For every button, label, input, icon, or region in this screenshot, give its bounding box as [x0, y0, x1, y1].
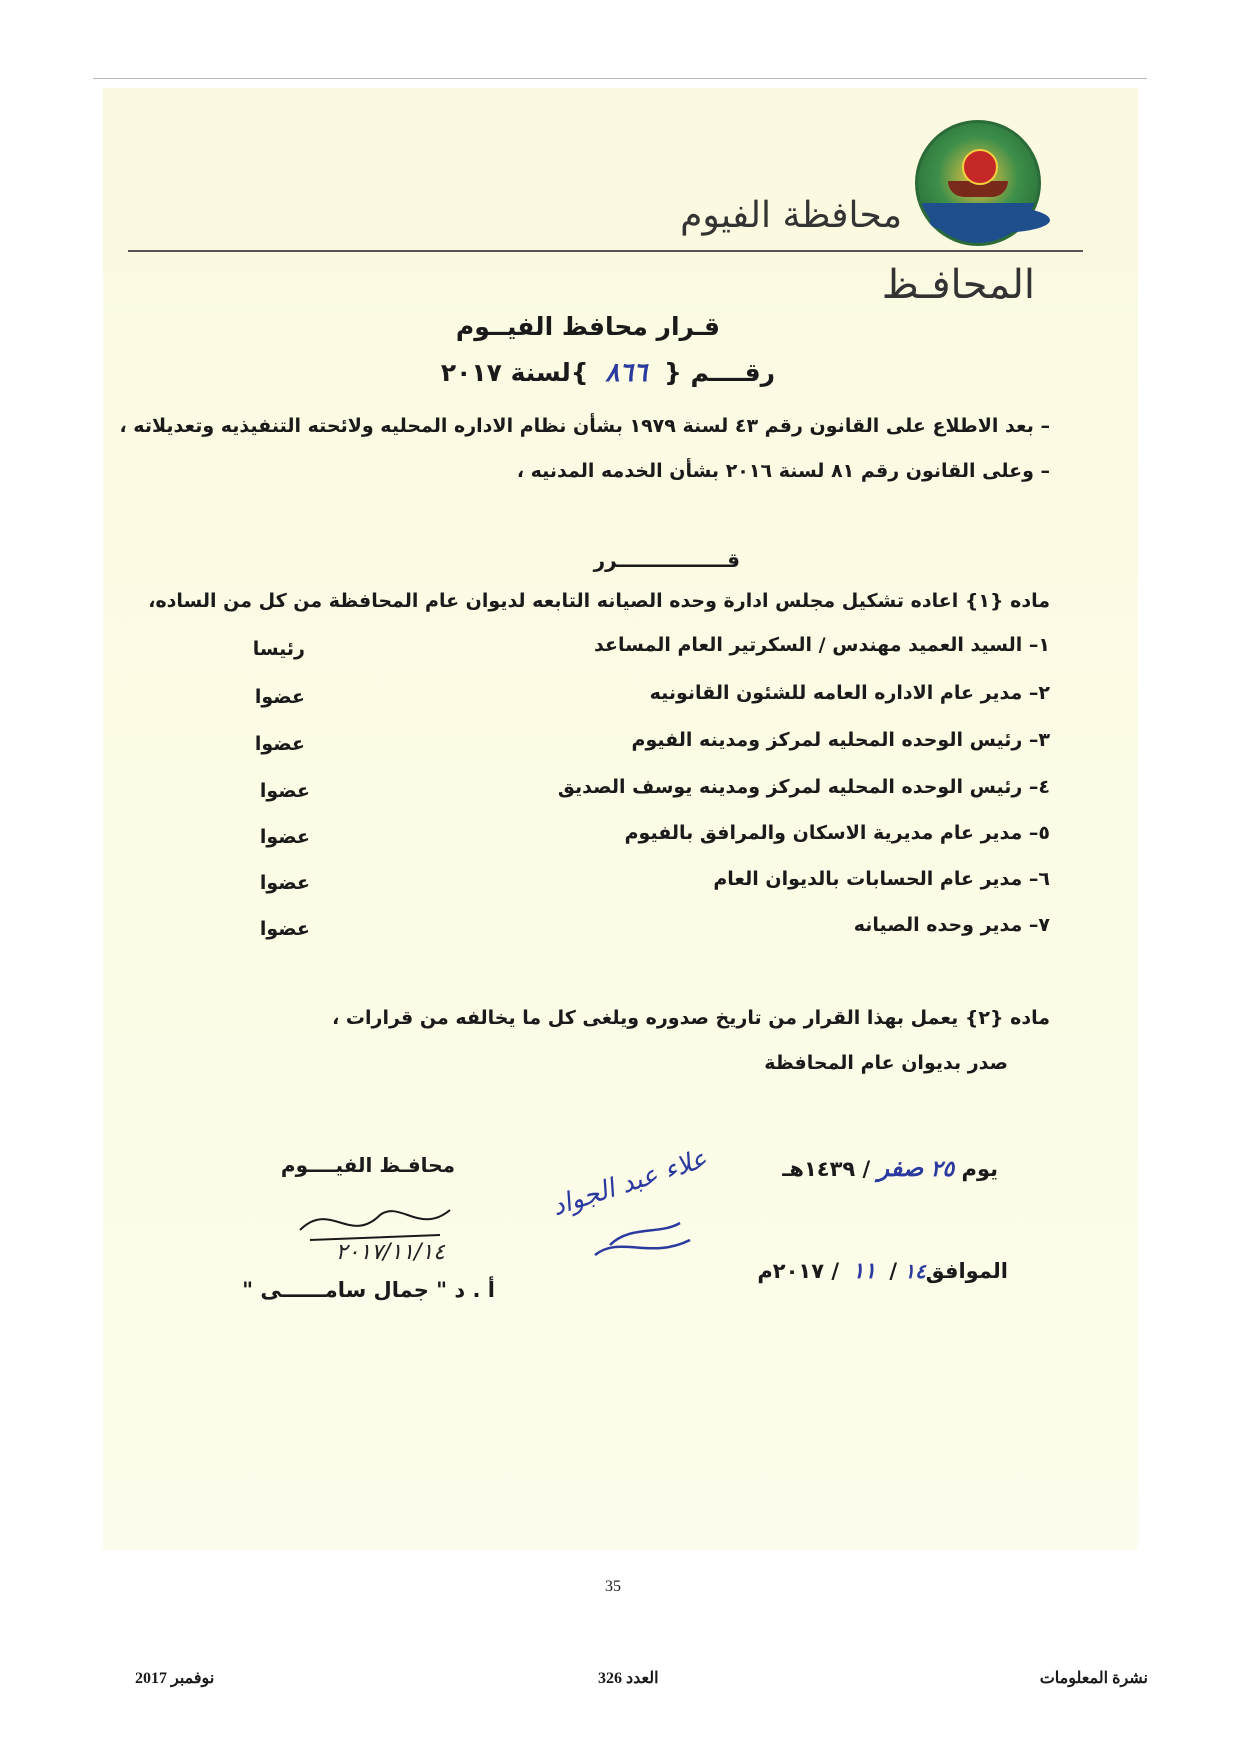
- preamble-line-2: – وعلى القانون رقم ٨١ لسنة ٢٠١٦ بشأن الخدمه المدنيه ،: [516, 460, 1050, 482]
- governorate-name: محافظة الفيوم: [680, 195, 902, 236]
- member-4: ٤– رئيس الوحده المحليه لمركز ومدينه يوسف الصديق: [557, 776, 1050, 798]
- office-title: المحافـظ: [881, 262, 1035, 308]
- date-hijri: [782, 1153, 998, 1182]
- member-5-role: عضوا: [259, 826, 310, 848]
- member-2: ٢– مدير عام الاداره العامه للشئون القانونيه: [649, 682, 1050, 704]
- article-2: ماده {٢} يعمل بهذا القرار من تاريخ صدوره ويلغى كل ما يخالفه من قرارات ،: [332, 1007, 1050, 1029]
- date-gregorian-label: الموافق: [925, 1259, 1008, 1283]
- initials-handwritten: علاء عبد الجواد: [548, 1143, 711, 1223]
- date-hijri-day: ٢٥: [930, 1156, 955, 1182]
- date-hijri-month: صفر: [877, 1153, 924, 1182]
- date-gregorian-month: ١١: [852, 1258, 876, 1284]
- page-number: 35: [605, 1578, 621, 1595]
- footer-publication: نشرة المعلومات: [1039, 1670, 1148, 1687]
- governor-name: أ . د " جمال سامــــــى ": [242, 1278, 495, 1302]
- header-rule: [128, 250, 1083, 252]
- decree-number: [441, 358, 775, 388]
- date-gregorian: الموافق١٤ / ١١ / ٢٠١٧م: [757, 1258, 1008, 1284]
- date-gregorian-year: / ٢٠١٧م: [757, 1259, 840, 1283]
- decree-number-prefix: رقــــم {: [663, 358, 775, 387]
- decides-heading: قــــــــــــــــرر: [593, 548, 740, 572]
- member-4-role: عضوا: [259, 780, 310, 802]
- member-6-role: عضوا: [259, 872, 310, 894]
- date-gregorian-day: ١٤: [904, 1259, 926, 1283]
- member-2-role: عضوا: [254, 686, 305, 708]
- decree-number-suffix: }لسنة ٢٠١٧: [440, 358, 589, 387]
- decree-number-handwritten: ٨٦٦: [605, 358, 648, 388]
- signature-handwritten-date: ٢٠١٧/١١/١٤: [335, 1240, 445, 1265]
- initials-scribble-icon: [590, 1215, 700, 1265]
- member-7-role: عضوا: [259, 918, 310, 940]
- footer-date: نوفمبر 2017: [135, 1670, 215, 1687]
- article-1: ماده {١} اعاده تشكيل مجلس ادارة وحده الصيانه التابعه لديوان عام المحافظة من كل من الساده،: [148, 590, 1050, 612]
- member-6: ٦– مدير عام الحسابات بالديوان العام: [713, 868, 1050, 890]
- footer-issue: العدد 326: [598, 1670, 659, 1687]
- date-hijri-label: يوم: [961, 1157, 998, 1181]
- emblem-base-icon: [930, 205, 1050, 233]
- member-7: ٧– مدير وحده الصيانه: [853, 914, 1050, 936]
- member-1: ١– السيد العميد مهندس / السكرتير العام المساعد: [594, 634, 1050, 656]
- member-3-role: عضوا: [254, 733, 305, 755]
- top-divider: [93, 78, 1147, 79]
- decree-title: قـرار محافظ الفيــوم: [455, 312, 720, 341]
- preamble-line-1: – بعد الاطلاع على القانون رقم ٤٣ لسنة ١٩٧٩ بشأن نظام الاداره المحليه ولائحته التنفيذيه وتعديلاته ،: [119, 415, 1050, 437]
- member-3: ٣– رئيس الوحده المحليه لمركز ومدينه الفيوم: [631, 729, 1050, 751]
- issued-at: صدر بديوان عام المحافظة: [764, 1052, 1008, 1074]
- member-1-role: رئيسا: [252, 638, 305, 660]
- date-hijri-year: / ١٤٣٩هـ: [782, 1157, 871, 1181]
- member-5: ٥– مدير عام مديرية الاسكان والمرافق بالفيوم: [624, 822, 1050, 844]
- signature-title: محافـظ الفيــــوم: [280, 1153, 455, 1177]
